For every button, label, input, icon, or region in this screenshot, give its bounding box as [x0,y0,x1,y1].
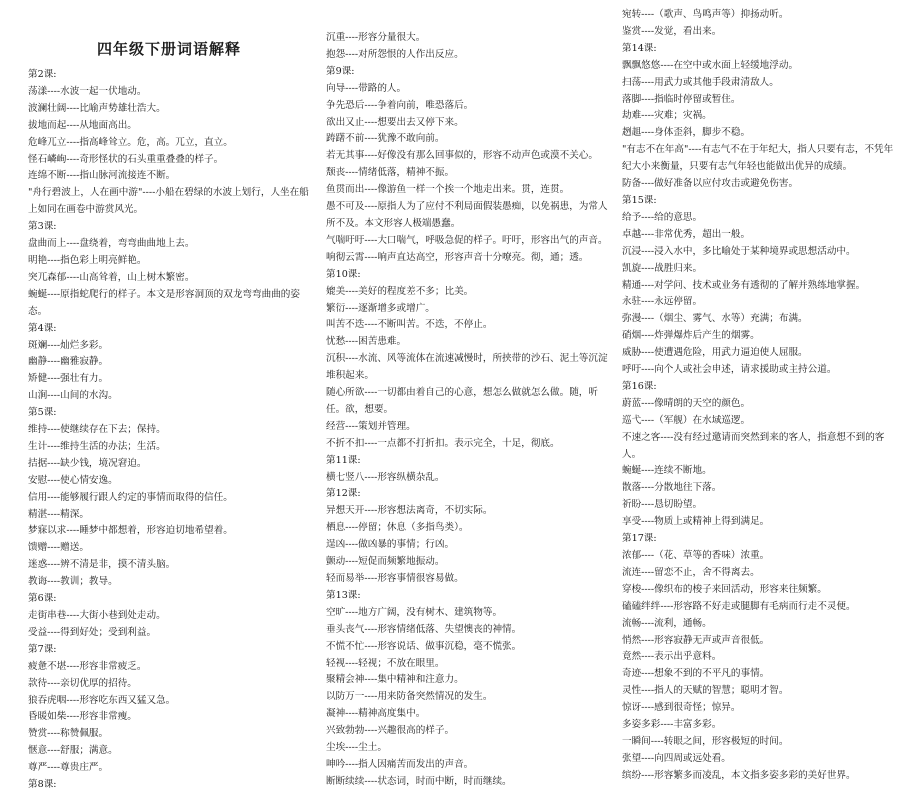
vocab-entry: 散落----分散地往下落。 [622,482,722,494]
vocab-entry: 媲美----美好的程度差不多；比美。 [326,285,474,297]
vocab-entry: 颤动----短促而频繁地振动。 [326,556,445,568]
vocab-entry: 鱼贯而出----像游鱼一样一个挨一个地走出来。贯，连贯。 [326,184,570,196]
vocab-entry: 卓越----非常优秀，超出一般。 [622,228,751,240]
vocab-entry: 呻吟----指人因痛苦而发出的声音。 [326,758,474,770]
vocab-entry: 防备----做好准备以应付攻击或避免伤害。 [622,178,799,190]
lesson-heading: 第13课: [326,589,361,601]
vocab-entry: 轻而易举----形容事情很容易做。 [326,573,464,584]
vocab-entry: "有志不在年高"----有志气不在于年纪大，指人只要有志，不凭年纪大小来衡量，只要有志气年轻也能做出优异的成绩。 [622,144,894,173]
vocab-entry: 尘埃----尘土。 [326,742,387,754]
lesson-heading: 第6课: [28,593,57,605]
vocab-entry: 连绵不断----指山脉河流接连不断。 [28,170,176,182]
vocab-entry: 教诲----教训；教导。 [28,576,118,588]
column-1 [28,0,310,791]
vocab-entry: 轻视----轻视；不放在眼里。 [326,657,445,669]
vocab-entry: 颓丧----情绪低落，精神不振。 [326,167,455,179]
lesson-heading: 第10课: [326,268,361,280]
vocab-entry: 幽静----幽雅寂静。 [28,356,109,368]
vocab-entry: 落脚----指临时停留或暂住。 [622,93,741,105]
vocab-entry: 劫难----灾难；灾祸。 [622,110,712,122]
vocab-entry: 流连----留恋不止，舍不得离去。 [622,566,760,578]
vocab-entry: 聚精会神----集中精神和注意力。 [326,674,464,686]
page-title: 四年级下册词语解释 [96,40,241,58]
vocab-entry: 惊讶----感到很奇怪；惊异。 [622,702,741,714]
vocab-entry: 惬意----舒服；满意。 [28,745,118,757]
lesson-heading: 第8课: [28,779,57,791]
lesson-heading: 第12课: [326,488,361,500]
vocab-entry: 响彻云霄----响声直达高空，形容声音十分嘹亮。彻，通；透。 [326,251,589,263]
vocab-entry: 蜿蜒----原指蛇爬行的样子。本文是形容洞顶的双龙弯弯曲曲的姿态。 [28,288,300,317]
vocab-entry: 沉重----形容分量很大。 [326,32,426,43]
vocab-entry: 狼吞虎咽----形容吃东西又猛又急。 [28,694,176,706]
vocab-entry: 以防万一----用来防备突然情况的发生。 [326,691,493,703]
vocab-entry: 硝烟----炸弹爆炸后产生的烟雾。 [622,330,760,342]
vocab-entry: 安慰----使心情安逸。 [28,474,118,486]
vocab-entry: 斑斓----灿烂多彩。 [28,339,109,351]
vocab-entry: 危峰兀立----指高峰耸立。危，高。兀立，直立。 [28,136,233,148]
vocab-entry: 巡弋----（军舰）在水域巡逻。 [622,414,751,426]
vocab-entry: 横七竖八----形容纵横杂乱。 [326,471,445,483]
vocab-entry: 一瞬间----转眼之间，形容极短的时间。 [622,735,789,747]
lesson-heading: 第7课: [28,643,57,655]
vocab-entry: 波澜壮阔----比喻声势雄壮浩大。 [28,102,166,114]
vocab-entry: 永驻----永远停留。 [622,296,703,308]
lesson-heading: 第16课: [622,380,657,392]
vocab-entry: 梦寐以求----睡梦中都想着，形容迫切地希望着。 [28,525,233,537]
vocab-entry: 迷惑----辨不清是非，摸不清头脑。 [28,559,176,571]
vocab-entry: 随心所欲----一切都由着自己的心意，想怎么做就怎么做。随，听任。欲，想要。 [326,387,598,415]
vocab-entry: 经营----策划并管理。 [326,420,416,432]
lesson-heading: 第2课: [28,69,57,80]
lesson-heading: 第5课: [28,407,57,419]
vocab-entry: 享受----物质上或精神上得到满足。 [622,516,770,528]
vocab-entry: 给予----给的意思。 [622,211,703,223]
vocab-entry: 威胁----使遭遇危险，用武力逼迫使人屈服。 [622,347,808,359]
vocab-entry: 突兀森郁----山高耸着，山上树木繁密。 [28,271,195,283]
vocab-entry: 若无其事----好像没有那么回事似的，形容不动声色或漠不关心。 [326,150,598,162]
vocab-entry: 悄然----形容寂静无声或声音很低。 [622,634,770,646]
vocab-entry: 断断续续----状态词，时而中断，时而继续。 [326,775,512,787]
column-3 [622,0,900,781]
vocab-entry: 踌躇不前----犹豫不敢向前。 [326,133,445,145]
vocab-entry: 弥漫----（烟尘、雾气、水等）充满；布满。 [622,313,808,325]
vocab-entry: 多姿多彩----丰富多彩。 [622,719,722,731]
vocab-entry: 缤纷----形容繁多而凌乱，本文指多姿多彩的美好世界。 [622,769,856,781]
vocab-entry: 逞凶----做凶暴的事情；行凶。 [326,539,455,551]
vocab-entry: 扫荡----用武力或其他手段肃清敌人。 [622,76,779,88]
vocab-entry: 鉴赏----发觉，看出来。 [622,25,722,37]
lesson-heading: 第14课: [622,42,657,54]
vocab-entry: 蜿蜒----连续不断地。 [622,465,712,477]
lesson-heading: 第3课: [28,221,57,233]
vocab-entry: 凯旋----战胜归来。 [622,262,703,274]
vocab-entry: 生计----维持生活的办法；生活。 [28,440,166,452]
lesson-heading: 第17课: [622,533,657,545]
vocab-entry: 赞赏----称赞佩服。 [28,728,109,740]
vocab-entry: 精通----对学问、技术或业务有透彻的了解并熟练地掌握。 [622,279,866,291]
vocab-entry: 不速之客----没有经过邀请而突然到来的客人，指意想不到的客人。 [622,431,885,460]
vocab-entry: 磕磕绊绊----形容路不好走或腿脚有毛病而行走不灵便。 [622,600,856,612]
vocab-entry: 矫健----强壮有力。 [28,373,109,385]
vocab-entry: 尊严----尊贵庄严。 [28,762,109,774]
vocab-entry: 欲出又止----想要出去又停下来。 [326,116,464,128]
vocab-entry: 空旷----地方广阔，没有树木、建筑物等。 [326,606,503,618]
lesson-heading: 第11课: [326,454,361,466]
vocab-entry: 趔趄----身体歪斜，脚步不稳。 [622,127,751,139]
vocab-entry: 明艳----指色彩上明亮鲜艳。 [28,254,147,266]
vocab-entry: "舟行碧波上，人在画中游"----小船在碧绿的水波上划行，人坐在船上如同在画卷中游赏风光。 [28,187,309,216]
vocab-entry: 沉浸----浸入水中，多比喻处于某种境界或思想活动中。 [622,245,856,257]
vocab-entry: 蔚蓝----像晴朗的天空的颜色。 [622,397,751,409]
vocab-entry: 沉积----水流、风等流体在流速减慢时，所挟带的沙石、泥土等沉淀堆积起来。 [326,353,608,382]
vocab-entry: 精湛----精深。 [28,508,89,520]
column-3-body [622,0,900,785]
vocab-entry: 异想天开----形容想法离奇，不切实际。 [326,505,493,517]
vocab-entry: 维持----使继续存在下去；保持。 [28,424,166,436]
vocab-entry: 流畅----流利，通畅。 [622,617,712,629]
vocab-entry: 呼吁----向个人或社会申述，请求援助或主持公道。 [622,364,837,376]
vocab-entry: 山涧----山间的水沟。 [28,390,118,402]
vocab-entry: 馈赠----赠送。 [28,542,89,554]
vocab-entry: 不慌不忙----形容说话、做事沉稳，毫不慌张。 [326,640,522,652]
vocab-entry: 昏暖如柴----形容非常瘦。 [28,711,137,723]
vocab-entry: 穿梭----像织布的梭子来回活动，形容来往频繁。 [622,583,827,595]
vocab-entry: 疲惫不堪----形容非常疲乏。 [28,660,147,672]
vocab-entry: 拔地而起----从地面高出。 [28,119,137,131]
vocab-entry: 向导----带路的人。 [326,82,407,94]
vocab-entry: 灵性----指人的天赋的智慧；聪明才智。 [622,685,789,697]
vocab-entry: 奇迹----想象不到的不平凡的事情。 [622,668,770,680]
vocab-entry: 凝神----精神高度集中。 [326,708,426,720]
vocab-entry: 争先恐后----争着向前，唯恐落后。 [326,99,474,111]
vocab-entry: 叫苦不迭----不断叫苦。不迭，不停止。 [326,319,493,331]
vocab-entry: 受益----得到好处；受到利益。 [28,626,157,638]
vocab-entry: 浓郁----（花、草等的香味）浓重。 [622,550,770,561]
lesson-heading: 第9课: [326,65,355,77]
vocab-entry: 怪石嶙峋----奇形怪状的石头重重叠叠的样子。 [28,153,224,165]
vocab-entry: 飘飘悠悠----在空中或水面上轻缓地浮动。 [622,59,799,71]
vocab-entry: 宛转----（歌声、鸟鸣声等）抑扬动听。 [622,9,789,20]
vocab-entry: 不折不扣----一点都不打折扣。表示完全，十足，彻底。 [326,437,560,449]
column-2-body [326,0,608,791]
vocab-entry: 拮据----缺少钱，境况窘迫。 [28,457,147,469]
vocab-entry: 信用----能够履行跟人约定的事情而取得的信任。 [28,491,233,503]
vocab-entry: 荡漾----水波一起一伏地动。 [28,85,147,97]
lesson-heading: 第15课: [622,194,657,206]
vocab-entry: 垂头丧气----形容情绪低落、失望懊丧的神情。 [326,623,522,635]
vocab-entry: 气喘吁吁----大口喘气，呼吸急促的样子。吁吁，形容出气的声音。 [326,234,608,246]
vocab-entry: 盘曲而上----盘绕着，弯弯曲曲地上去。 [28,238,195,250]
column-2 [326,0,608,787]
vocab-entry: 抱怨----对所怨恨的人作出反应。 [326,48,464,60]
vocab-entry: 兴致勃勃----兴趣很高的样子。 [326,725,455,737]
lesson-heading: 第4课: [28,322,57,334]
vocab-entry: 竟然----表示出乎意料。 [622,651,722,663]
vocab-entry: 走街串巷----大街小巷到处走动。 [28,610,166,621]
vocab-entry: 忧愁----困苦患难。 [326,336,407,348]
column-1-body [28,67,310,794]
vocab-entry: 祈盼----恳切盼望。 [622,499,703,511]
vocab-entry: 愚不可及----原指人为了应付不利局面假装愚痴，以免祸患，为常人所不及。本文形容人极端愚蠢。 [326,201,608,229]
vocab-entry: 款待----亲切优厚的招待。 [28,677,137,689]
vocab-entry: 栖息----停留；休息（多指鸟类）。 [326,522,469,534]
vocab-entry: 张望----向四周或远处看。 [622,752,731,764]
vocab-entry: 繁衍----逐渐增多或增广。 [326,302,435,314]
